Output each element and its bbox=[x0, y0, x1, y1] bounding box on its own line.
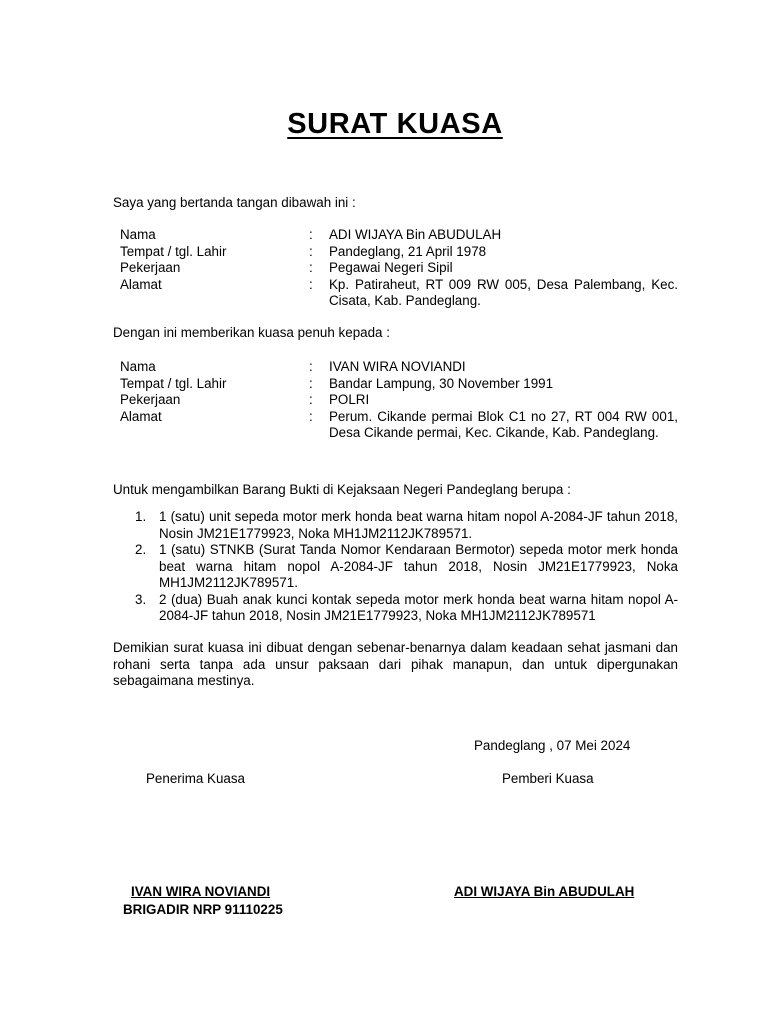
list-item bbox=[113, 542, 678, 592]
field-value: POLRI bbox=[329, 392, 370, 407]
document-title-text: SURAT KUASA bbox=[287, 108, 503, 140]
field-colon: : bbox=[309, 375, 313, 391]
receiver-signature-name: IVAN WIRA NOVIANDI bbox=[131, 884, 271, 899]
list-item-number: 3. bbox=[135, 591, 147, 607]
list-item bbox=[113, 592, 678, 625]
field-colon: : bbox=[309, 359, 313, 374]
grantee-row-name bbox=[120, 359, 678, 376]
list-item-text: 1 (satu) STNKB (Surat Tanda Nomor Kendaraan Bermotor) sepeda motor merk honda beat warna hitam nopol A-2084-JF tahun 2018, Nosin JM21E1779923, Noka MH1JM2112JK789571. bbox=[159, 542, 678, 590]
grantee-row-birth bbox=[120, 376, 678, 393]
field-label: Nama bbox=[120, 359, 156, 374]
receiver-rank: BRIGADIR NRP 91110225 bbox=[123, 902, 283, 917]
evidence-items-list bbox=[113, 509, 678, 625]
grantor-row-birth bbox=[120, 244, 678, 261]
grantee-row-occupation bbox=[120, 392, 678, 409]
field-colon: : bbox=[309, 243, 313, 259]
field-label: Alamat bbox=[120, 276, 162, 292]
document-title bbox=[0, 106, 768, 142]
field-value: IVAN WIRA NOVIANDI bbox=[329, 359, 466, 374]
field-colon: : bbox=[309, 227, 313, 242]
field-colon: : bbox=[309, 260, 313, 275]
grantee-identity-block bbox=[120, 359, 678, 442]
field-value: Bandar Lampung, 30 November 1991 bbox=[329, 375, 554, 391]
giver-role-label: Pemberi Kuasa bbox=[502, 771, 594, 786]
field-value: ADI WIJAYA Bin ABUDULAH bbox=[329, 227, 502, 242]
field-value: Pegawai Negeri Sipil bbox=[329, 260, 453, 275]
list-item-number: 2. bbox=[135, 542, 147, 557]
field-value: Pandeglang, 21 April 1978 bbox=[329, 243, 487, 259]
place-date: Pandeglang , 07 Mei 2024 bbox=[474, 738, 631, 753]
field-label: Nama bbox=[120, 227, 156, 242]
field-value: Kp. Patiraheut, RT 009 RW 005, Desa Palembang, Kec. Cisata, Kab. Pandeglang. bbox=[329, 276, 678, 308]
grantor-row-occupation bbox=[120, 260, 678, 277]
field-label: Alamat bbox=[120, 408, 162, 424]
purpose-text: Untuk mengambilkan Barang Bukti di Kejaksaan Negeri Pandeglang berupa : bbox=[113, 482, 571, 497]
intro-text: Saya yang bertanda tangan dibawah ini : bbox=[113, 195, 356, 210]
receiver-role-label: Penerima Kuasa bbox=[146, 771, 245, 786]
field-value: Perum. Cikande permai Blok C1 no 27, RT 004 RW 001, Desa Cikande permai, Kec. Cikande, Kab. Pandeglang. bbox=[329, 408, 678, 440]
grant-statement: Dengan ini memberikan kuasa penuh kepada : bbox=[113, 325, 390, 340]
list-item bbox=[113, 509, 678, 542]
field-colon: : bbox=[309, 408, 313, 424]
grantee-row-address bbox=[120, 409, 678, 442]
list-item-text: 1 (satu) unit sepeda motor merk honda beat warna hitam nopol A-2084-JF tahun 2018, Nosin JM21E1779923, Noka MH1JM2112JK789571. bbox=[159, 509, 678, 541]
field-label: Tempat / tgl. Lahir bbox=[120, 375, 227, 391]
field-label: Tempat / tgl. Lahir bbox=[120, 243, 227, 259]
list-item-number: 1. bbox=[135, 509, 147, 524]
field-label: Pekerjaan bbox=[120, 392, 181, 407]
field-label: Pekerjaan bbox=[120, 260, 181, 275]
field-colon: : bbox=[309, 276, 313, 292]
closing-paragraph: Demikian surat kuasa ini dibuat dengan sebenar-benarnya dalam keadaan sehat jasmani dan rohani serta tanpa ada unsur paksaan dari pihak manapun, dan untuk dipergunakan sebagaimana mestinya. bbox=[113, 640, 678, 688]
grantor-row-name bbox=[120, 227, 678, 244]
grantor-identity-block bbox=[120, 227, 678, 310]
giver-signature-name: ADI WIJAYA Bin ABUDULAH bbox=[454, 884, 635, 899]
list-item-text: 2 (dua) Buah anak kunci kontak sepeda motor merk honda beat warna hitam nopol A-2084-JF tahun 2018, Nosin JM21E1779923, Noka MH1JM2112JK789571 bbox=[159, 591, 678, 623]
grantor-row-address bbox=[120, 277, 678, 310]
field-colon: : bbox=[309, 392, 313, 407]
